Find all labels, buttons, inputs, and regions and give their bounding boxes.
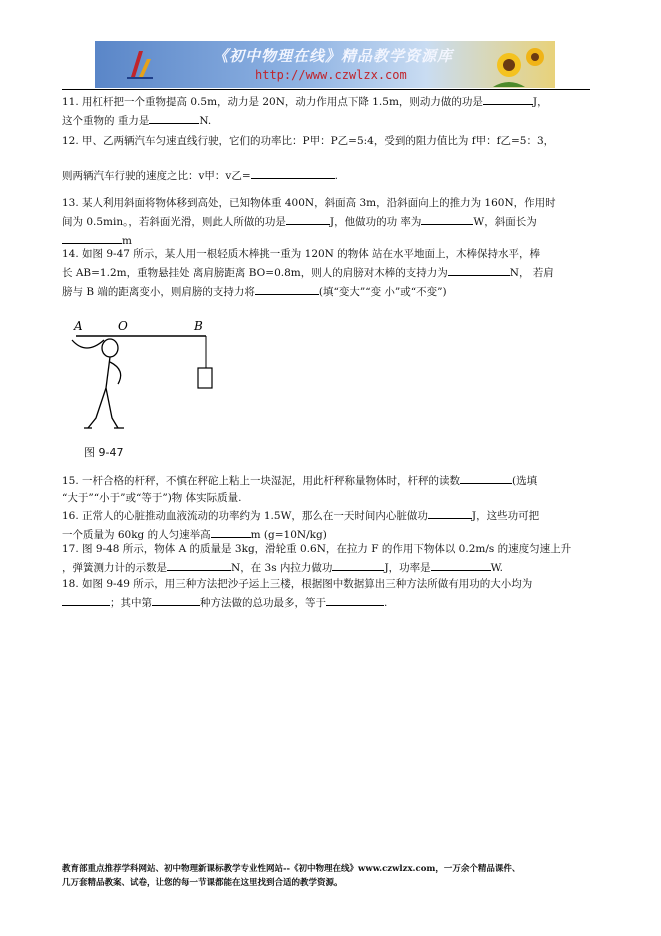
q16-blank-height[interactable] xyxy=(211,525,251,538)
question-18: 18. 如图 9-49 所示，用三种方法把沙子运上三楼，根据图中数据算出三种方法所做有用功的大小均为 ；其中第 种方法做的总功最多，等于 . xyxy=(62,578,533,609)
sunflower-icon xyxy=(489,43,549,87)
figure-label-a: A xyxy=(74,319,83,333)
footer-line-2: 几万套精品教案、试卷，让您的每一节课都能在这里找到合适的教学资源。 xyxy=(62,878,343,888)
q18-blank-method[interactable] xyxy=(152,593,200,606)
q12-blank-speed-ratio[interactable] xyxy=(251,166,335,179)
banner-url: http://www.czwlzx.com xyxy=(255,68,407,82)
page-footer xyxy=(62,862,602,890)
question-12: 12. 甲、乙两辆汽车匀速直线行驶，它们的功率比：P甲：P乙=5:4，受到的阻力值比为 f甲：f乙=5：3， xyxy=(62,135,555,147)
footer-line-1: 教育部重点推荐学科网站、初中物理新课标教学专业性网站--《初中物理在线》www.czwlzx.com，一万余个精品课件、 xyxy=(62,864,521,874)
q14-blank-support-force[interactable] xyxy=(448,263,510,276)
question-11: 11. 用杠杆把一个重物提高 0.5m，动力是 20N，动力作用点下降 1.5m，则动力做的功是 J， 这个重物的 重力是 N. xyxy=(62,92,594,130)
figure-label-o: O xyxy=(118,319,128,333)
header-rule xyxy=(62,89,590,90)
q16-blank-work[interactable] xyxy=(428,506,472,519)
site-logo-icon xyxy=(125,47,155,81)
q17-blank-power[interactable] xyxy=(431,558,491,571)
question-16: 16. 正常人的心脏推动血液流动的功率约为 1.5W，那么在一天时间内心脏做功 J，这些功可把 一个质量为 60kg 的人匀速举高 m (g=10N/kg) xyxy=(62,506,594,544)
figure-9-47 xyxy=(66,318,226,460)
person-figure xyxy=(72,339,124,428)
hanging-weight xyxy=(198,368,212,388)
q18-blank-total-work[interactable] xyxy=(326,593,384,606)
figure-label-b: B xyxy=(194,319,203,333)
q13-blank-work[interactable] xyxy=(286,212,330,225)
question-17: 17. 图 9-48 所示，物体 A 的质量是 3kg，滑轮重 0.6N，在拉力 F 的作用下物体以 0.2m/s 的速度匀速上升 ，弹簧测力计的示数是 N，在 3s 内拉力做功 J，功率是 W. xyxy=(62,543,572,574)
q11-blank-weight[interactable] xyxy=(149,111,199,124)
q13-blank-power[interactable] xyxy=(421,212,473,225)
q11-blank-work[interactable] xyxy=(483,92,533,105)
question-12-line2: 则两辆汽车行驶的速度之比：v甲：v乙= . xyxy=(62,166,594,185)
figure-caption: 图 9-47 xyxy=(84,446,124,459)
q17-blank-work[interactable] xyxy=(332,558,384,571)
q13-blank-length[interactable] xyxy=(62,231,122,244)
question-13: 13. 某人利用斜面将物体移到高处，已知物体重 400N，斜面高 3m，沿斜面向上的推力为 160N，作用时 间为 0.5min。，若斜面光滑，则此人所做的功是 J，他做功的功 率为 W，斜面长为 m xyxy=(62,197,556,247)
question-15: 15. 一杆合格的杆秤，不慎在秤砣上粘上一块湿泥，用此杆秤称量物体时，杆秤的读数 (选填 “大于”“小于”或“等于”)物 体实际质量. xyxy=(62,471,594,507)
q15-blank-reading[interactable] xyxy=(460,471,512,484)
q17-blank-reading[interactable] xyxy=(167,558,231,571)
banner-title: 《初中物理在线》精品教学资源库 xyxy=(213,47,454,65)
question-14: 14. 如图 9-47 所示，某人用一根轻质木棒挑一重为 120N 的物体 站在水平地面上，木棒保持水平，棒 长 AB=1.2m，重物悬挂处 离肩膀距离 BO=0.8m，则人的肩膀对木棒的支持力为 N， 若肩 膀与 B 端的距离变小，则肩膀的支持力将 (填“变大”“变 小”或“不变”) xyxy=(62,248,554,298)
q18-blank-useful-work[interactable] xyxy=(62,593,110,606)
q14-blank-change[interactable] xyxy=(255,282,319,295)
header-banner xyxy=(95,41,555,88)
